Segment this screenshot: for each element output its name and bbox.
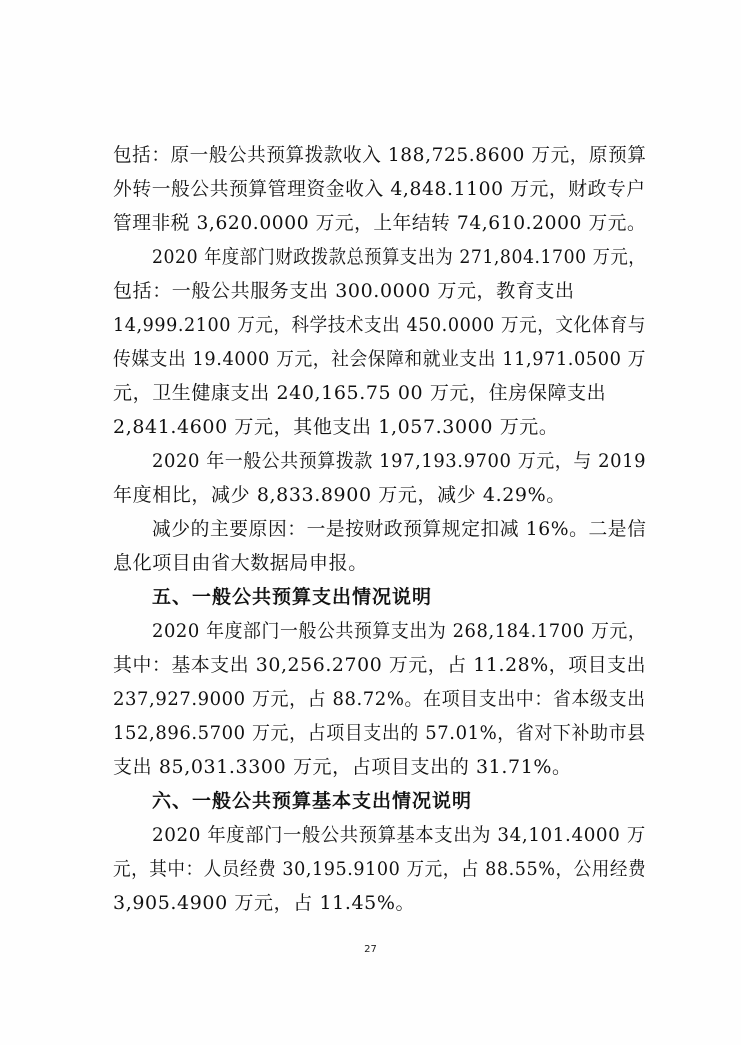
body-text-line: 传媒支出 19.4000 万元，社会保障和就业支出 11,971.0500 万	[113, 348, 647, 370]
body-text-line: 3,905.4900 万元，占 11.45%。	[113, 892, 416, 914]
section-heading: 五、一般公共预算支出情况说明	[152, 586, 433, 608]
page-number: 27	[364, 944, 377, 955]
body-text-line: 管理非税 3,620.0000 万元，上年结转 74,610.2000 万元。	[113, 212, 647, 234]
body-text-line: 包括：原一般公共预算拨款收入 188,725.8600 万元，原预算	[113, 144, 647, 166]
body-text-line: 2020 年度部门财政拨款总预算支出为 271,804.1700 万元，	[152, 246, 647, 268]
body-text-line: 2,841.4600 万元，其他支出 1,057.3000 万元。	[113, 416, 559, 438]
body-text-line: 2020 年度部门一般公共预算支出为 268,184.1700 万元，	[152, 620, 647, 642]
body-text-line: 2020 年一般公共预算拨款 197,193.9700 万元，与 2019	[152, 450, 647, 472]
body-text-line: 包括：一般公共服务支出 300.0000 万元，教育支出	[113, 280, 575, 302]
body-text-line: 其中：基本支出 30,256.2700 万元，占 11.28%，项目支出	[113, 654, 647, 676]
body-text-line: 14,999.2100 万元，科学技术支出 450.0000 万元，文化体育与	[113, 314, 647, 336]
body-text-line: 息化项目由省大数据局申报。	[113, 552, 368, 574]
body-text-line: 年度相比，减少 8,833.8900 万元，减少 4.29%。	[113, 484, 566, 506]
body-text-line: 支出 85,031.3300 万元，占项目支出的 31.71%。	[113, 756, 572, 778]
body-text-line: 237,927.9000 万元，占 88.72%。在项目支出中：省本级支出	[113, 688, 646, 710]
body-text-line: 元，其中：人员经费 30,195.9100 万元，占 88.55%，公用经费	[113, 858, 647, 880]
body-text-line: 外转一般公共预算管理资金收入 4,848.1100 万元，财政专户	[113, 178, 646, 200]
body-text-line: 2020 年度部门一般公共预算基本支出为 34,101.4000 万	[152, 824, 646, 846]
body-text-line: 减少的主要原因：一是按财政预算规定扣减 16%。二是信	[152, 518, 647, 540]
body-text-line: 元，卫生健康支出 240,165.75 00 万元，住房保障支出	[113, 382, 607, 404]
body-text-line: 152,896.5700 万元，占项目支出的 57.01%，省对下补助市县	[113, 722, 646, 744]
section-heading: 六、一般公共预算基本支出情况说明	[152, 790, 473, 812]
